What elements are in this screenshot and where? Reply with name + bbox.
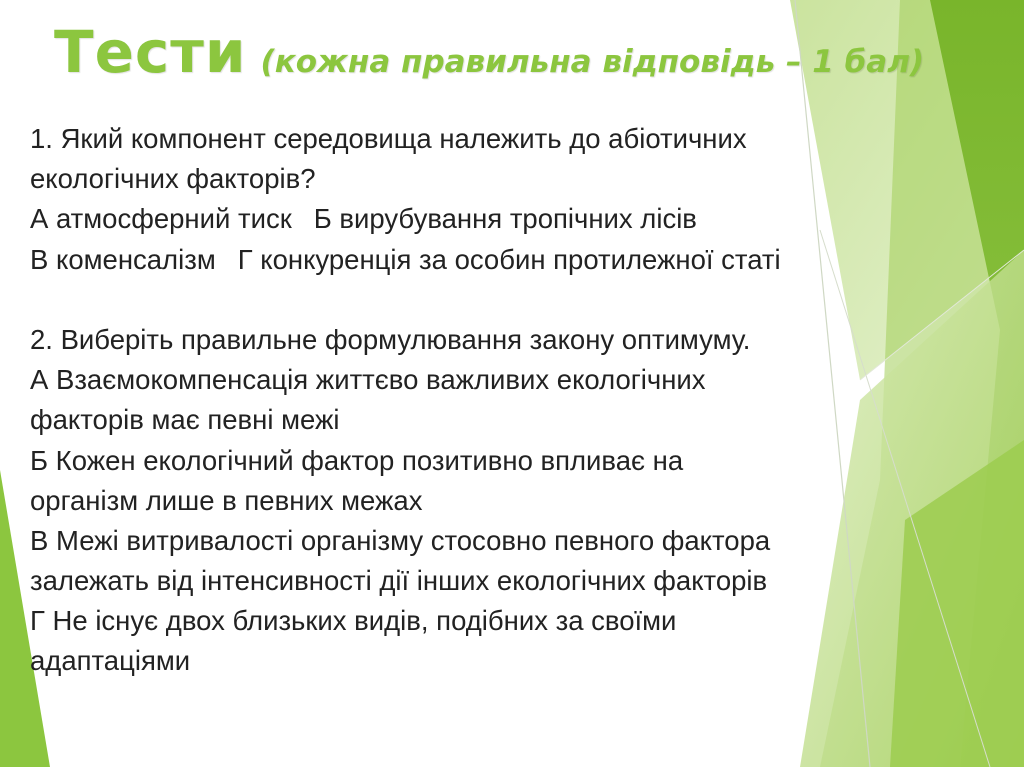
q2-option-v-line1: В Межі витривалості організму стосовно певного фактора	[30, 524, 771, 556]
q2-option-g-line2: адаптаціями	[30, 645, 191, 677]
q1-options-row2	[30, 240, 990, 280]
q2-text: 2. Виберіть правильне формулювання закону оптимуму.	[30, 323, 751, 355]
q1-option-g: Г конкуренція за особин протилежної статі	[237, 243, 781, 275]
q2-option-b-line2: організм лише в певних межах	[30, 484, 423, 516]
slide-title	[54, 18, 924, 86]
q1-option-v: В коменсалізм	[30, 243, 216, 275]
q2-option-g-line1: Г Не існує двох близьких видів, подібних за своїми	[30, 605, 677, 637]
q2-option-a-line2: факторів має певні межі	[30, 404, 340, 436]
q1-options-row1	[30, 199, 990, 239]
q2-option-v-line2: залежать від інтенсивності дії інших екологічних факторів	[30, 565, 768, 597]
q1-text-line2: екологічних факторів?	[30, 163, 316, 195]
q1-option-b: Б вирубування тропічних лісів	[313, 203, 697, 235]
q1-option-a: А атмосферний тиск	[30, 203, 292, 235]
q2-option-a-line1: А Взаємокомпенсація життєво важливих екологічних	[30, 364, 706, 396]
slide-body	[30, 119, 990, 682]
title-main: Тести	[54, 18, 247, 86]
q2-option-b-line1: Б Кожен екологічний фактор позитивно впливає на	[30, 444, 684, 476]
title-subtitle: (кожна правильна відповідь – 1 бал)	[260, 44, 925, 80]
q1-text-line1: 1. Який компонент середовища належить до абіотичних	[30, 123, 747, 154]
question-spacer	[30, 280, 990, 320]
